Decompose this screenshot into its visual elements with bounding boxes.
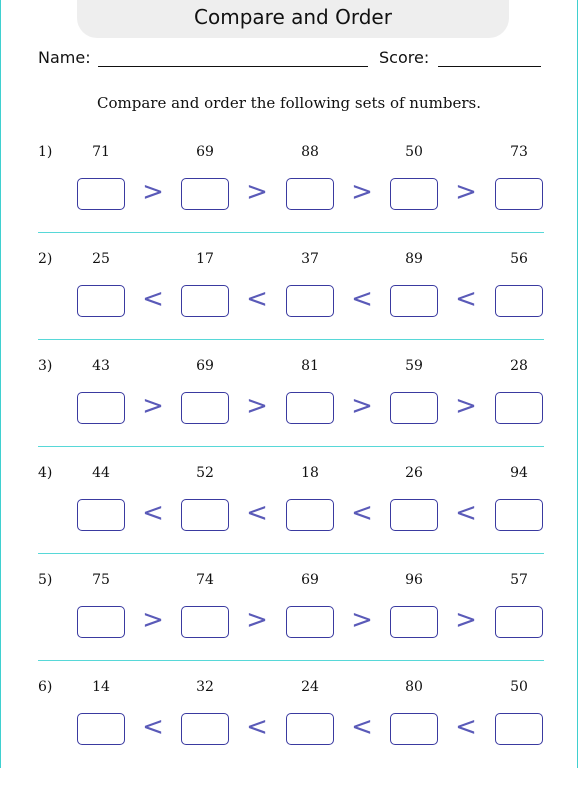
- row-divider: [38, 660, 544, 661]
- comparison-symbol: <: [455, 712, 477, 742]
- answer-box[interactable]: [77, 499, 125, 531]
- comparison-symbol: >: [142, 605, 164, 635]
- answer-box[interactable]: [495, 606, 543, 638]
- comparison-symbol: <: [246, 284, 268, 314]
- comparison-symbol: >: [351, 177, 373, 207]
- given-number: 88: [301, 144, 319, 160]
- comparison-symbol: <: [142, 712, 164, 742]
- problem-number: 2): [38, 251, 53, 267]
- comparison-symbol: <: [351, 712, 373, 742]
- given-number: 69: [301, 572, 319, 588]
- row-divider: [38, 339, 544, 340]
- comparison-symbol: <: [142, 284, 164, 314]
- comparison-symbol: <: [246, 712, 268, 742]
- answer-box[interactable]: [390, 285, 438, 317]
- answer-box[interactable]: [286, 178, 334, 210]
- given-number: 74: [196, 572, 214, 588]
- answer-box[interactable]: [495, 499, 543, 531]
- answer-box[interactable]: [286, 392, 334, 424]
- given-number: 89: [405, 251, 423, 267]
- answer-box[interactable]: [181, 606, 229, 638]
- given-number: 18: [301, 465, 319, 481]
- score-label: Score:: [379, 48, 430, 67]
- given-number: 75: [92, 572, 110, 588]
- given-number: 69: [196, 144, 214, 160]
- problem-number: 5): [38, 572, 53, 588]
- problem-row: [0, 144, 578, 251]
- name-score-row: [38, 46, 543, 70]
- given-number: 44: [92, 465, 110, 481]
- problem-number: 1): [38, 144, 53, 160]
- given-number: 71: [92, 144, 110, 160]
- given-number: 25: [92, 251, 110, 267]
- answer-box[interactable]: [286, 285, 334, 317]
- given-number: 52: [196, 465, 214, 481]
- comparison-symbol: >: [351, 391, 373, 421]
- given-number: 94: [510, 465, 528, 481]
- answer-box[interactable]: [286, 713, 334, 745]
- given-number: 50: [510, 679, 528, 695]
- given-number: 17: [196, 251, 214, 267]
- answer-box[interactable]: [495, 713, 543, 745]
- problem-number: 6): [38, 679, 53, 695]
- row-divider: [38, 232, 544, 233]
- answer-box[interactable]: [390, 392, 438, 424]
- comparison-symbol: >: [142, 177, 164, 207]
- problem-row: [0, 251, 578, 358]
- answer-box[interactable]: [495, 392, 543, 424]
- comparison-symbol: >: [455, 391, 477, 421]
- comparison-symbol: <: [246, 498, 268, 528]
- answer-box[interactable]: [181, 178, 229, 210]
- given-number: 32: [196, 679, 214, 695]
- row-divider: [38, 553, 544, 554]
- comparison-symbol: <: [455, 498, 477, 528]
- comparison-symbol: <: [142, 498, 164, 528]
- comparison-symbol: >: [246, 391, 268, 421]
- answer-box[interactable]: [77, 392, 125, 424]
- title-banner: [77, 0, 509, 38]
- given-number: 24: [301, 679, 319, 695]
- answer-box[interactable]: [77, 178, 125, 210]
- given-number: 43: [92, 358, 110, 374]
- answer-box[interactable]: [390, 606, 438, 638]
- given-number: 56: [510, 251, 528, 267]
- problem-number: 3): [38, 358, 53, 374]
- answer-box[interactable]: [181, 713, 229, 745]
- answer-box[interactable]: [286, 606, 334, 638]
- comparison-symbol: >: [455, 177, 477, 207]
- comparison-symbol: >: [246, 177, 268, 207]
- answer-box[interactable]: [77, 606, 125, 638]
- problem-row: [0, 572, 578, 679]
- comparison-symbol: >: [455, 605, 477, 635]
- answer-box[interactable]: [77, 713, 125, 745]
- comparison-symbol: <: [455, 284, 477, 314]
- answer-box[interactable]: [181, 285, 229, 317]
- comparison-symbol: <: [351, 498, 373, 528]
- answer-box[interactable]: [390, 499, 438, 531]
- answer-box[interactable]: [390, 178, 438, 210]
- name-field[interactable]: [98, 66, 368, 67]
- page-title: Compare and Order: [194, 5, 392, 29]
- answer-box[interactable]: [390, 713, 438, 745]
- comparison-symbol: <: [351, 284, 373, 314]
- given-number: 26: [405, 465, 423, 481]
- given-number: 14: [92, 679, 110, 695]
- row-divider: [38, 446, 544, 447]
- answer-box[interactable]: [181, 392, 229, 424]
- problem-row: [0, 358, 578, 465]
- answer-box[interactable]: [286, 499, 334, 531]
- given-number: 73: [510, 144, 528, 160]
- problem-number: 4): [38, 465, 53, 481]
- problem-row: [0, 679, 578, 786]
- given-number: 96: [405, 572, 423, 588]
- given-number: 37: [301, 251, 319, 267]
- comparison-symbol: >: [246, 605, 268, 635]
- answer-box[interactable]: [495, 285, 543, 317]
- instructions: Compare and order the following sets of numbers.: [97, 94, 481, 112]
- given-number: 28: [510, 358, 528, 374]
- problem-row: [0, 465, 578, 572]
- answer-box[interactable]: [77, 285, 125, 317]
- name-label: Name:: [38, 48, 91, 67]
- given-number: 59: [405, 358, 423, 374]
- score-field[interactable]: [438, 66, 541, 67]
- comparison-symbol: >: [351, 605, 373, 635]
- given-number: 50: [405, 144, 423, 160]
- given-number: 80: [405, 679, 423, 695]
- comparison-symbol: >: [142, 391, 164, 421]
- answer-box[interactable]: [495, 178, 543, 210]
- given-number: 81: [301, 358, 319, 374]
- given-number: 69: [196, 358, 214, 374]
- answer-box[interactable]: [181, 499, 229, 531]
- given-number: 57: [510, 572, 528, 588]
